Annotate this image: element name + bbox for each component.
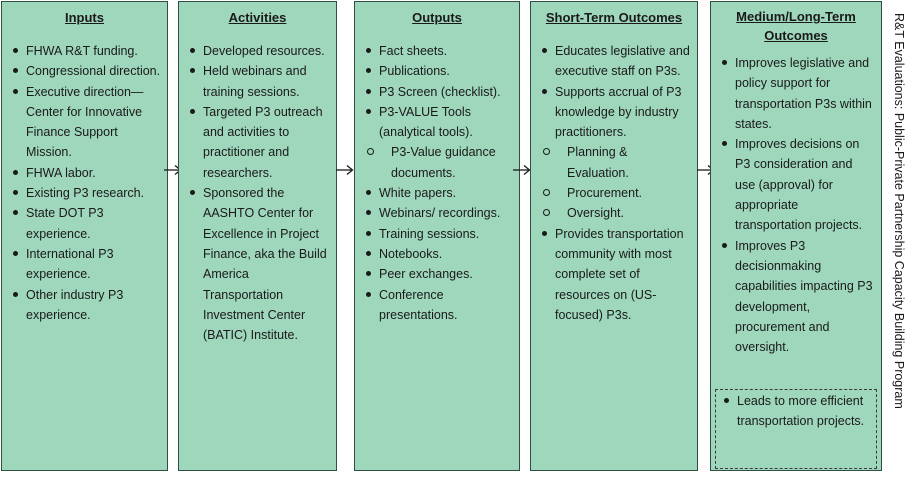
list-item: FHWA labor. xyxy=(12,163,161,183)
activities-list xyxy=(179,41,336,345)
list-item: Leads to more efficient transportation projects. xyxy=(723,391,870,432)
short-term-outcomes-title: Short-Term Outcomes xyxy=(545,10,683,25)
inputs-list xyxy=(2,41,167,325)
short-term-outcomes-column xyxy=(530,1,698,471)
list-item: Other industry P3 experience. xyxy=(12,285,161,326)
list-item: Congressional direction. xyxy=(12,61,161,81)
efficient-projects-dashed-box xyxy=(715,389,877,469)
list-item: Improves decisions on P3 consideration and use (approval) for appropriate transportation projects. xyxy=(721,134,875,235)
list-item: Educates legislative and executive staff on P3s. xyxy=(541,41,691,82)
list-item: Notebooks. xyxy=(365,244,513,264)
program-side-label: R&T Evaluations: Public-Private Partnership Capacity Building Program xyxy=(892,13,906,409)
list-item: Webinars/ recordings. xyxy=(365,203,513,223)
outputs-column xyxy=(354,1,520,471)
activities-title: Activities xyxy=(228,10,287,25)
list-item: Targeted P3 outreach and activities to practitioner and researchers. xyxy=(189,102,330,183)
list-item: Supports accrual of P3 knowledge by industry practitioners. xyxy=(541,82,691,143)
sub-list-item: Procurement. xyxy=(541,183,691,203)
list-item: State DOT P3 experience. xyxy=(12,203,161,244)
list-item: Executive direction—Center for Innovative Finance Support Mission. xyxy=(12,82,161,163)
efficient-projects-list xyxy=(716,391,876,432)
medium-long-term-outcomes-column xyxy=(710,1,882,471)
sub-list-item: Oversight. xyxy=(541,203,691,223)
medium-long-term-outcomes-list xyxy=(711,53,881,357)
list-item: P3 Screen (checklist). xyxy=(365,82,513,102)
inputs-title: Inputs xyxy=(65,10,104,25)
list-item: P3-VALUE Tools (analytical tools). xyxy=(365,102,513,143)
list-item: Peer exchanges. xyxy=(365,264,513,284)
list-item: Held webinars and training sessions. xyxy=(189,61,330,102)
sub-list-item: Planning & Evaluation. xyxy=(541,142,691,183)
activities-column xyxy=(178,1,337,471)
list-item: Improves P3 decisionmaking capabilities impacting P3 development, procurement and oversight. xyxy=(721,236,875,358)
list-item: Existing P3 research. xyxy=(12,183,161,203)
outputs-list xyxy=(355,41,519,325)
list-item: Fact sheets. xyxy=(365,41,513,61)
list-item: Improves legislative and policy support for transportation P3s within states. xyxy=(721,53,875,134)
sub-list-item: P3-Value guidance documents. xyxy=(365,142,513,183)
short-term-outcomes-list xyxy=(531,41,697,325)
list-item: Provides transportation community with most complete set of resources on (US-focused) P3s. xyxy=(541,224,691,325)
list-item: Training sessions. xyxy=(365,224,513,244)
list-item: White papers. xyxy=(365,183,513,203)
list-item: International P3 experience. xyxy=(12,244,161,285)
medium-long-term-outcomes-title: Medium/Long-Term Outcomes xyxy=(736,9,856,43)
outputs-title: Outputs xyxy=(412,10,462,25)
arrow-outputs-to-short-term xyxy=(513,164,531,176)
list-item: FHWA R&T funding. xyxy=(12,41,161,61)
list-item: Conference presentations. xyxy=(365,285,513,326)
list-item: Sponsored the AASHTO Center for Excellence in Project Finance, aka the Build America Transportation Investment Center (BATIC) Institute. xyxy=(189,183,330,345)
list-item: Developed resources. xyxy=(189,41,330,61)
list-item: Publications. xyxy=(365,61,513,81)
arrow-activities-to-outputs xyxy=(336,164,354,176)
inputs-column xyxy=(1,1,168,471)
